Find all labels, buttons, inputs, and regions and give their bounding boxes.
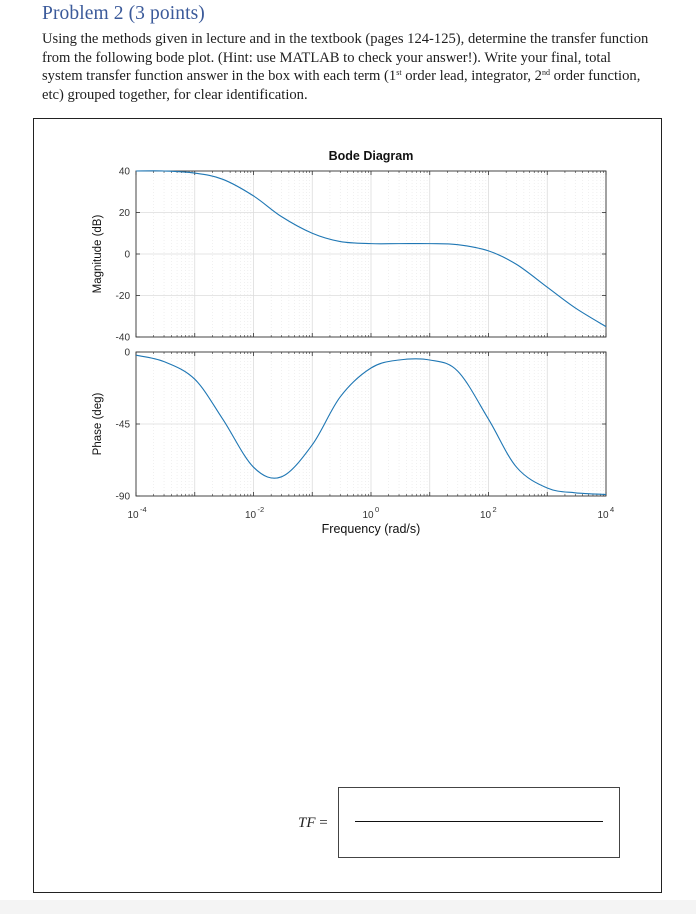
tf-label (298, 815, 328, 832)
frequency-axis-label: Frequency (rad/s) (321, 522, 421, 536)
magnitude-ytick-label: -40 (115, 332, 130, 344)
x-tick-exponent: -2 (257, 505, 265, 514)
x-tick-label (127, 505, 146, 521)
x-tick-label (480, 505, 497, 521)
fraction-line (355, 821, 603, 822)
page-bottom-strip (0, 900, 696, 914)
x-tick-base: 10 (362, 510, 374, 521)
bode-diagram (80, 140, 620, 540)
instructions-part-1: Using the methods given in lecture and in the textbook (pages 124-125), determine the transfer function from the following bode plot. (Hint: use MATLAB to check your answer!). Write your final, total system transfer function answer in the box with each term (1 (42, 31, 649, 85)
x-tick-base: 10 (597, 510, 609, 521)
x-tick-exponent: 2 (492, 505, 497, 514)
magnitude-ytick-label: 20 (118, 208, 130, 219)
problem-heading: Problem 2 (3 points) (42, 3, 205, 24)
magnitude-ytick-label: 0 (124, 249, 130, 261)
instructions-part-2: order lead, integrator, 2 (401, 68, 542, 85)
x-tick-base: 10 (127, 510, 139, 521)
phase-ytick-label: -45 (115, 419, 130, 431)
transfer-function-answer-box[interactable] (338, 787, 620, 858)
instructions-part-3: order function, etc) grouped together, for clear identification. (42, 68, 641, 104)
instructions-superscript-st: st (396, 68, 402, 78)
chart-title: Bode Diagram (328, 149, 414, 163)
x-tick-label (362, 505, 379, 521)
x-tick-label (245, 505, 264, 521)
x-tick-exponent: 4 (610, 505, 615, 514)
phase-axis-label: Phase (deg) (92, 392, 104, 456)
x-tick-base: 10 (244, 510, 257, 521)
x-tick-exponent: 0 (375, 505, 380, 514)
phase-ytick-label: -90 (115, 491, 130, 503)
tf-symbol: TF (298, 815, 316, 831)
magnitude-ytick-label: -20 (115, 291, 130, 302)
magnitude-axis-label: Magnitude (dB) (92, 214, 104, 294)
magnitude-ytick-label: 40 (118, 166, 130, 178)
x-tick-base: 10 (479, 510, 492, 521)
phase-ytick-label: 0 (124, 347, 130, 359)
problem-instructions (42, 30, 652, 105)
instructions-superscript-nd: nd (541, 68, 550, 78)
tf-equals: = (315, 815, 328, 831)
x-tick-exponent: -4 (140, 505, 147, 514)
x-tick-label (597, 505, 614, 521)
